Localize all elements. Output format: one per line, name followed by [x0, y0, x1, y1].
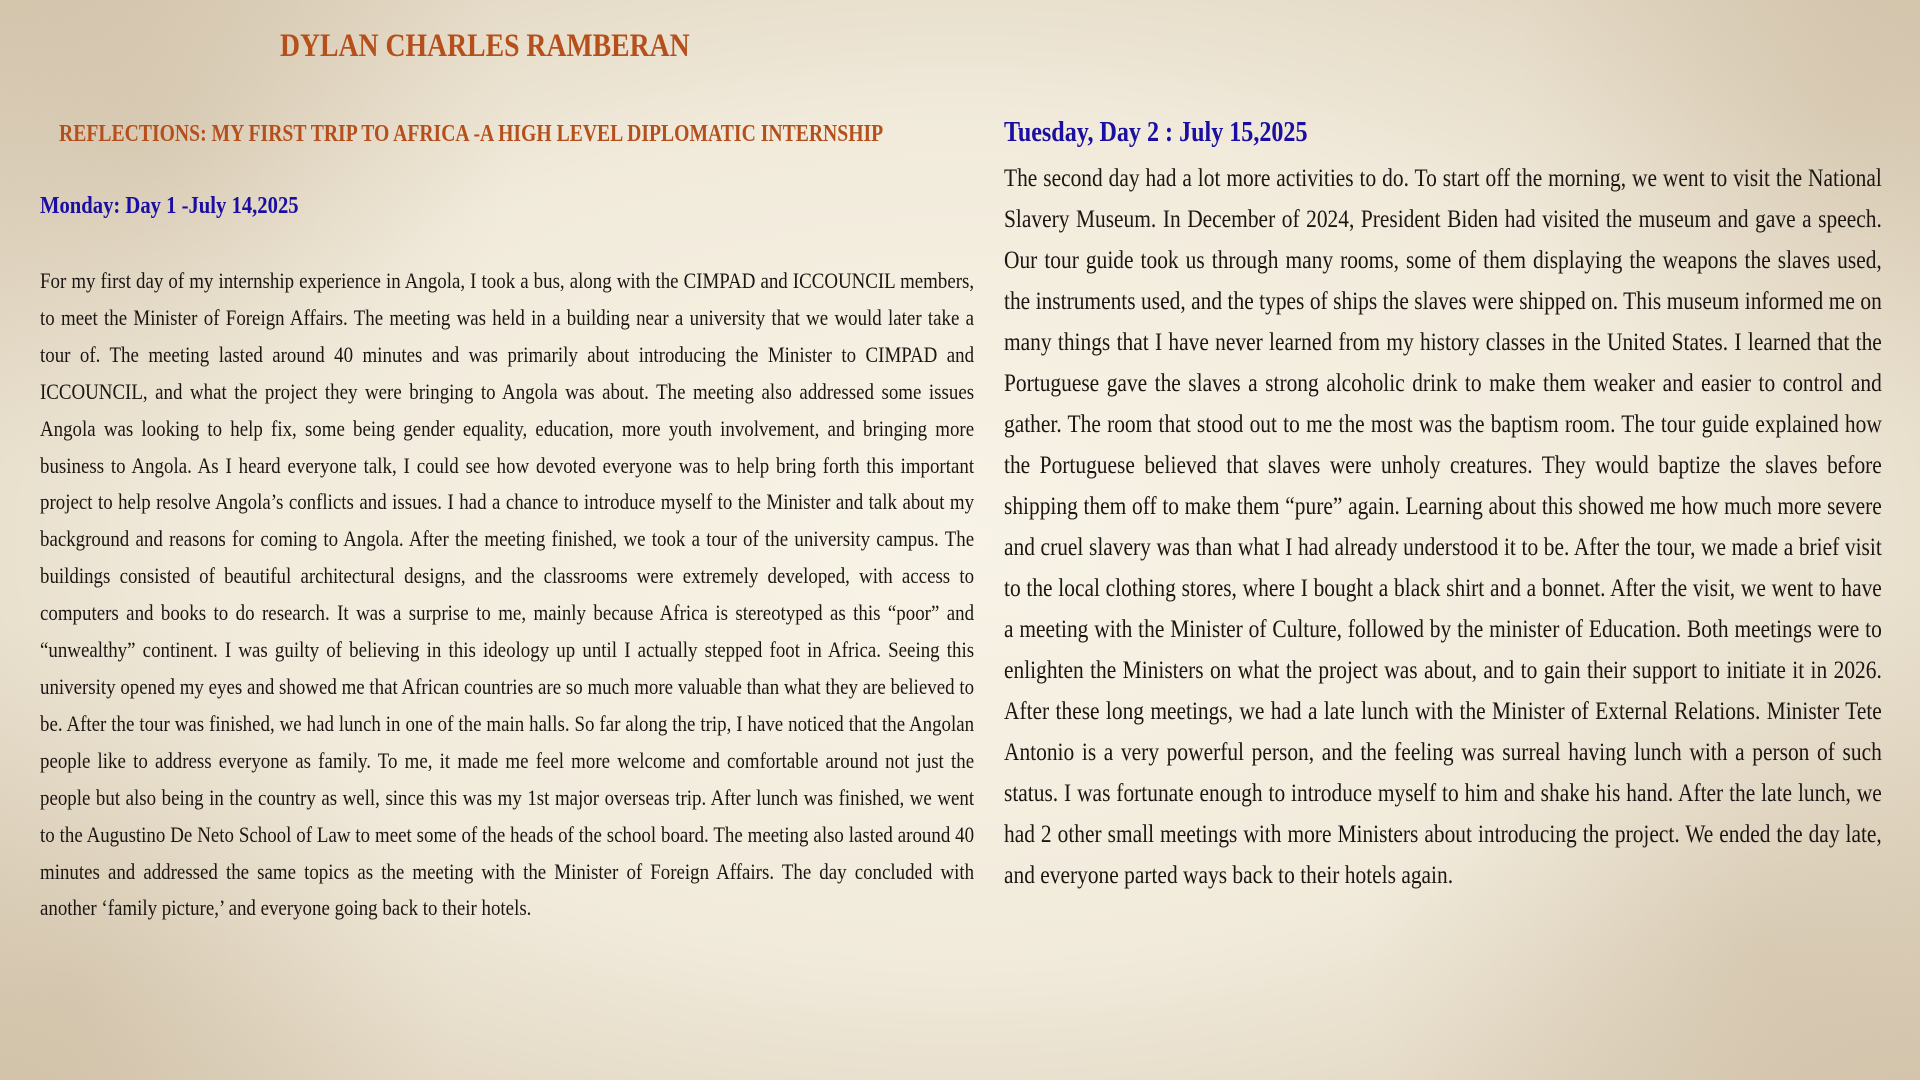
- day1-section: [40, 193, 974, 927]
- day1-heading: Monday: Day 1 -July 14,2025: [40, 193, 299, 219]
- day1-body: For my first day of my internship experience in Angola, I took a bus, along with the CIMPAD and ICCOUNCIL members, to meet the Minister of Foreign Affairs. The meeting was held in a building near a university that we would later take a tour of. The meeting lasted around 40 minutes and was primarily about introducing the Minister to CIMPAD and ICCOUNCIL, and what the project they were bringing to Angola was about. The meeting also addressed some issues Angola was looking to help fix, some being gender equality, education, more youth involvement, and bringing more business to Angola. As I heard everyone talk, I could see how devoted everyone was to help bring forth this important project to help resolve Angola’s conflicts and issues. I had a chance to introduce myself to the Minister and talk about my background and reasons for coming to Angola. After the meeting finished, we took a tour of the university campus. The buildings consisted of beautiful architectural designs, and the classrooms were extremely developed, with access to computers and books to do research. It was a surprise to me, mainly because Africa is stereotyped as this “poor” and “unwealthy” continent. I was guilty of believing in this ideology up until I actually stepped foot in Africa. Seeing this university opened my eyes and showed me that African countries are so much more valuable than what they are believed to be. After the tour was finished, we had lunch in one of the main halls. So far along the trip, I have noticed that the Angolan people like to address everyone as family. To me, it made me feel more welcome and comfortable around not just the people but also being in the country as well, since this was my 1st major overseas trip. After lunch was finished, we went to the Augustino De Neto School of Law to meet some of the heads of the school board. The meeting also lasted around 40 minutes and addressed the same topics as the meeting with the Minister of Foreign Affairs. The day concluded with another ‘family picture,’ and everyone going back to their hotels.: [40, 268, 975, 921]
- day2-body: The second day had a lot more activities to do. To start off the morning, we went to visit the National Slavery Museum. In December of 2024, President Biden had visited the museum and gave a speech. Our tour guide took us through many rooms, some of them displaying the weapons the slaves used, the instruments used, and the types of ships the slaves were shipped on. This museum informed me on many things that I have never learned from my history classes in the United States. I learned that the Portuguese gave the slaves a strong alcoholic drink to make them weaker and easier to control and gather. The room that stood out to me the most was the baptism room. The tour guide explained how the Portuguese believed that slaves were unholy creatures. They would baptize the slaves before shipping them off to make them “pure” again. Learning about this showed me how much more severe and cruel slavery was than what I had already understood it to be. After the tour, we made a brief visit to the local clothing stores, where I bought a black shirt and a bonnet. After the visit, we went to have a meeting with the Minister of Culture, followed by the minister of Education. Both meetings were to enlighten the Ministers on what the project was about, and to gain their support to initiate it in 2026. After these long meetings, we had a late lunch with the Minister of External Relations. Minister Tete Antonio is a very powerful person, and the feeling was surreal having lunch with a person of such status. I was fortunate enough to introduce myself to him and shake his hand. After the late lunch, we had 2 other small meetings with more Ministers about introducing the project. We ended the day late, and everyone parted ways back to their hotels again.: [1004, 163, 1882, 889]
- document-subtitle: REFLECTIONS: MY FIRST TRIP TO AFRICA -A HIGH LEVEL DIPLOMATIC INTERNSHIP: [59, 121, 884, 147]
- author-title: DYLAN CHARLES RAMBERAN: [280, 28, 690, 64]
- day2-heading: Tuesday, Day 2 : July 15,2025: [1004, 117, 1308, 148]
- day2-section: [1004, 117, 1882, 895]
